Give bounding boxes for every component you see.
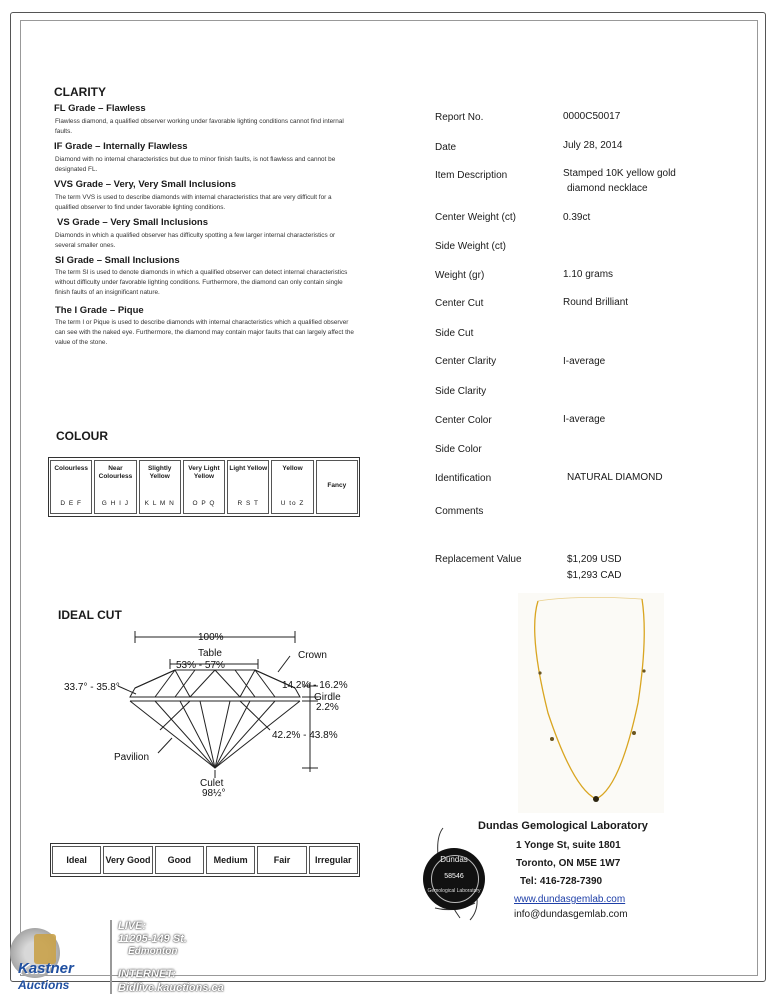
label-culet-val: 98½° <box>202 788 226 799</box>
colour-cell-letters: U to Z <box>280 500 305 507</box>
report-label: Date <box>435 142 457 153</box>
grade-vs-title: VS Grade – Very Small Inclusions <box>57 217 209 228</box>
report-value: Stamped 10K yellow gold <box>563 168 676 179</box>
seal-number: 58546 <box>444 873 464 880</box>
lab-address2: Toronto, ON M5E 1W7 <box>516 858 621 869</box>
grade-si-title: SI Grade – Small Inclusions <box>55 255 180 266</box>
cut-grade-cell: Ideal <box>52 846 101 874</box>
colour-cell-name: Yellow <box>282 465 303 472</box>
cut-grade-cell: Fair <box>257 846 306 874</box>
colour-scale <box>48 457 360 517</box>
label-girdle-val: 2.2% <box>316 702 339 713</box>
auction-live-address: 11205-149 St. <box>118 933 187 945</box>
colour-cell-name: Fancy <box>327 482 347 489</box>
seal-top-text: Dundas <box>440 855 468 864</box>
report-label: Center Color <box>435 415 492 426</box>
report-value-line2: $1,293 CAD <box>567 570 622 581</box>
report-value: NATURAL DIAMOND <box>567 472 663 483</box>
report-label: Identification <box>435 473 492 484</box>
report-value-line2: diamond necklace <box>567 183 648 194</box>
colour-cell-letters: G H I J <box>101 500 130 507</box>
auction-live-city: Edmonton <box>128 946 178 957</box>
report-value: 0000C50017 <box>563 111 621 122</box>
lab-tel: Tel: 416-728-7390 <box>520 876 603 887</box>
auction-internet-url[interactable]: Bidlive.kauctions.ca <box>118 982 224 994</box>
colour-cell <box>139 460 181 514</box>
necklace-image <box>518 593 664 813</box>
report-value: Round Brilliant <box>563 297 629 308</box>
colour-cell <box>316 460 358 514</box>
colour-cell-letters: R S T <box>237 500 260 507</box>
colour-cell <box>271 460 313 514</box>
report-label: Weight (gr) <box>435 270 485 281</box>
report-label: Report No. <box>435 112 484 123</box>
clarity-title: CLARITY <box>54 85 106 99</box>
colour-cell <box>94 460 136 514</box>
label-crown: Crown <box>298 650 327 661</box>
grade-si-desc: The term SI is used to denote diamonds in which a qualified observer can detect internal characteristics without difficulty under favorable lighting conditions. Furthermore, the diamond can only contain single finish faults of an insignificant nature. <box>55 269 348 296</box>
colour-cell <box>183 460 225 514</box>
label-total: 100% <box>198 632 224 643</box>
report-label: Replacement Value <box>435 554 522 565</box>
grade-if-desc: Diamond with no internal characteristics but due to minor finish faults, is not flawless and cannot be designated FL. <box>55 156 336 173</box>
colour-cell-letters: O P Q <box>192 500 216 507</box>
label-angle: 33.7° - 35.8° <box>64 682 120 693</box>
lab-seal <box>423 848 485 910</box>
colour-cell-name: Slightly Yellow <box>147 465 172 480</box>
report-value: $1,209 USD <box>567 554 622 565</box>
label-crown-range: 14.2% - 16.2% <box>282 680 348 691</box>
grade-vvs-desc: The term VVS is used to describe diamonds with internal characteristics that are very difficult for a qualified observer to find under favorable lighting conditions. <box>55 194 332 211</box>
grade-if-title: IF Grade – Internally Flawless <box>54 141 188 152</box>
cut-grade-cell: Very Good <box>103 846 152 874</box>
auction-divider <box>110 920 112 994</box>
report-value: 1.10 grams <box>563 269 614 280</box>
lab-name: Dundas Gemological Laboratory <box>478 820 648 832</box>
report-value: I-average <box>563 356 606 367</box>
colour-cell-name: Colourless <box>54 465 88 472</box>
lab-website-link[interactable]: www.dundasgemlab.com <box>514 894 626 905</box>
auction-live-label: LIVE: <box>118 920 147 932</box>
colour-cell-name: Very Light Yellow <box>188 465 220 480</box>
report-value: I-average <box>563 414 606 425</box>
colour-cell <box>50 460 92 514</box>
lab-address1: 1 Yonge St, suite 1801 <box>516 840 621 851</box>
grade-i-desc: The term I or Pique is used to describe diamonds with internal characteristics which a qualified observer can see with the naked eye. Furthermore, the diamond may contain major faults that can largely affect the value of the stone. <box>55 319 354 346</box>
colour-cell-letters: K L M N <box>144 500 175 507</box>
lab-email: info@dundasgemlab.com <box>514 909 628 920</box>
report-label: Side Cut <box>435 328 474 339</box>
grade-vvs-title: VVS Grade – Very, Very Small Inclusions <box>54 179 236 190</box>
report-label: Comments <box>435 506 484 517</box>
auction-internet-label: INTERNET: <box>118 968 176 980</box>
cut-grade-scale <box>50 843 360 877</box>
colour-cell-name: Light Yellow <box>229 465 268 472</box>
label-table-range: 53% - 57% <box>176 660 225 671</box>
colour-title: COLOUR <box>56 429 108 443</box>
grade-i-title: The I Grade – Pique <box>55 305 144 316</box>
auction-brand-bottom: Auctions <box>18 978 70 992</box>
grade-fl-desc: Flawless diamond, a qualified observer working under favorable lighting conditions cannot find internal faults. <box>55 118 344 135</box>
colour-cell <box>227 460 269 514</box>
report-label: Side Clarity <box>435 386 487 397</box>
necklace-photo <box>518 593 664 813</box>
report-label: Center Weight (ct) <box>435 212 516 223</box>
report-value: July 28, 2014 <box>563 140 623 151</box>
report-label: Item Description <box>435 170 508 181</box>
grade-fl-title: FL Grade – Flawless <box>54 103 146 114</box>
auction-brand-top: Kastner <box>18 960 74 977</box>
ideal-cut-title: IDEAL CUT <box>58 608 122 622</box>
report-label: Side Weight (ct) <box>435 241 506 252</box>
label-table: Table <box>198 648 222 659</box>
report-label: Center Cut <box>435 298 484 309</box>
label-girdle: Girdle <box>314 692 341 703</box>
diamond-diagram <box>50 620 370 800</box>
label-pavilion-range: 42.2% - 43.8% <box>272 730 338 741</box>
colour-cell-letters: D E F <box>60 500 82 507</box>
report-label: Side Color <box>435 444 482 455</box>
cut-grade-cell: Irregular <box>309 846 358 874</box>
cut-grade-cell: Good <box>155 846 204 874</box>
report-label: Center Clarity <box>435 356 497 367</box>
label-culet: Culet <box>200 778 224 789</box>
grade-vs-desc: Diamonds in which a qualified observer has difficulty spotting a few larger internal characteristics or several smaller ones. <box>55 232 336 249</box>
cut-grade-cell: Medium <box>206 846 255 874</box>
seal-bottom-text: Gemological Laboratory <box>427 888 481 894</box>
colour-cell-name: Near Colourless <box>98 465 133 480</box>
label-pavilion: Pavilion <box>114 752 150 763</box>
auction-logo <box>4 928 108 996</box>
report-value: 0.39ct <box>563 212 591 223</box>
